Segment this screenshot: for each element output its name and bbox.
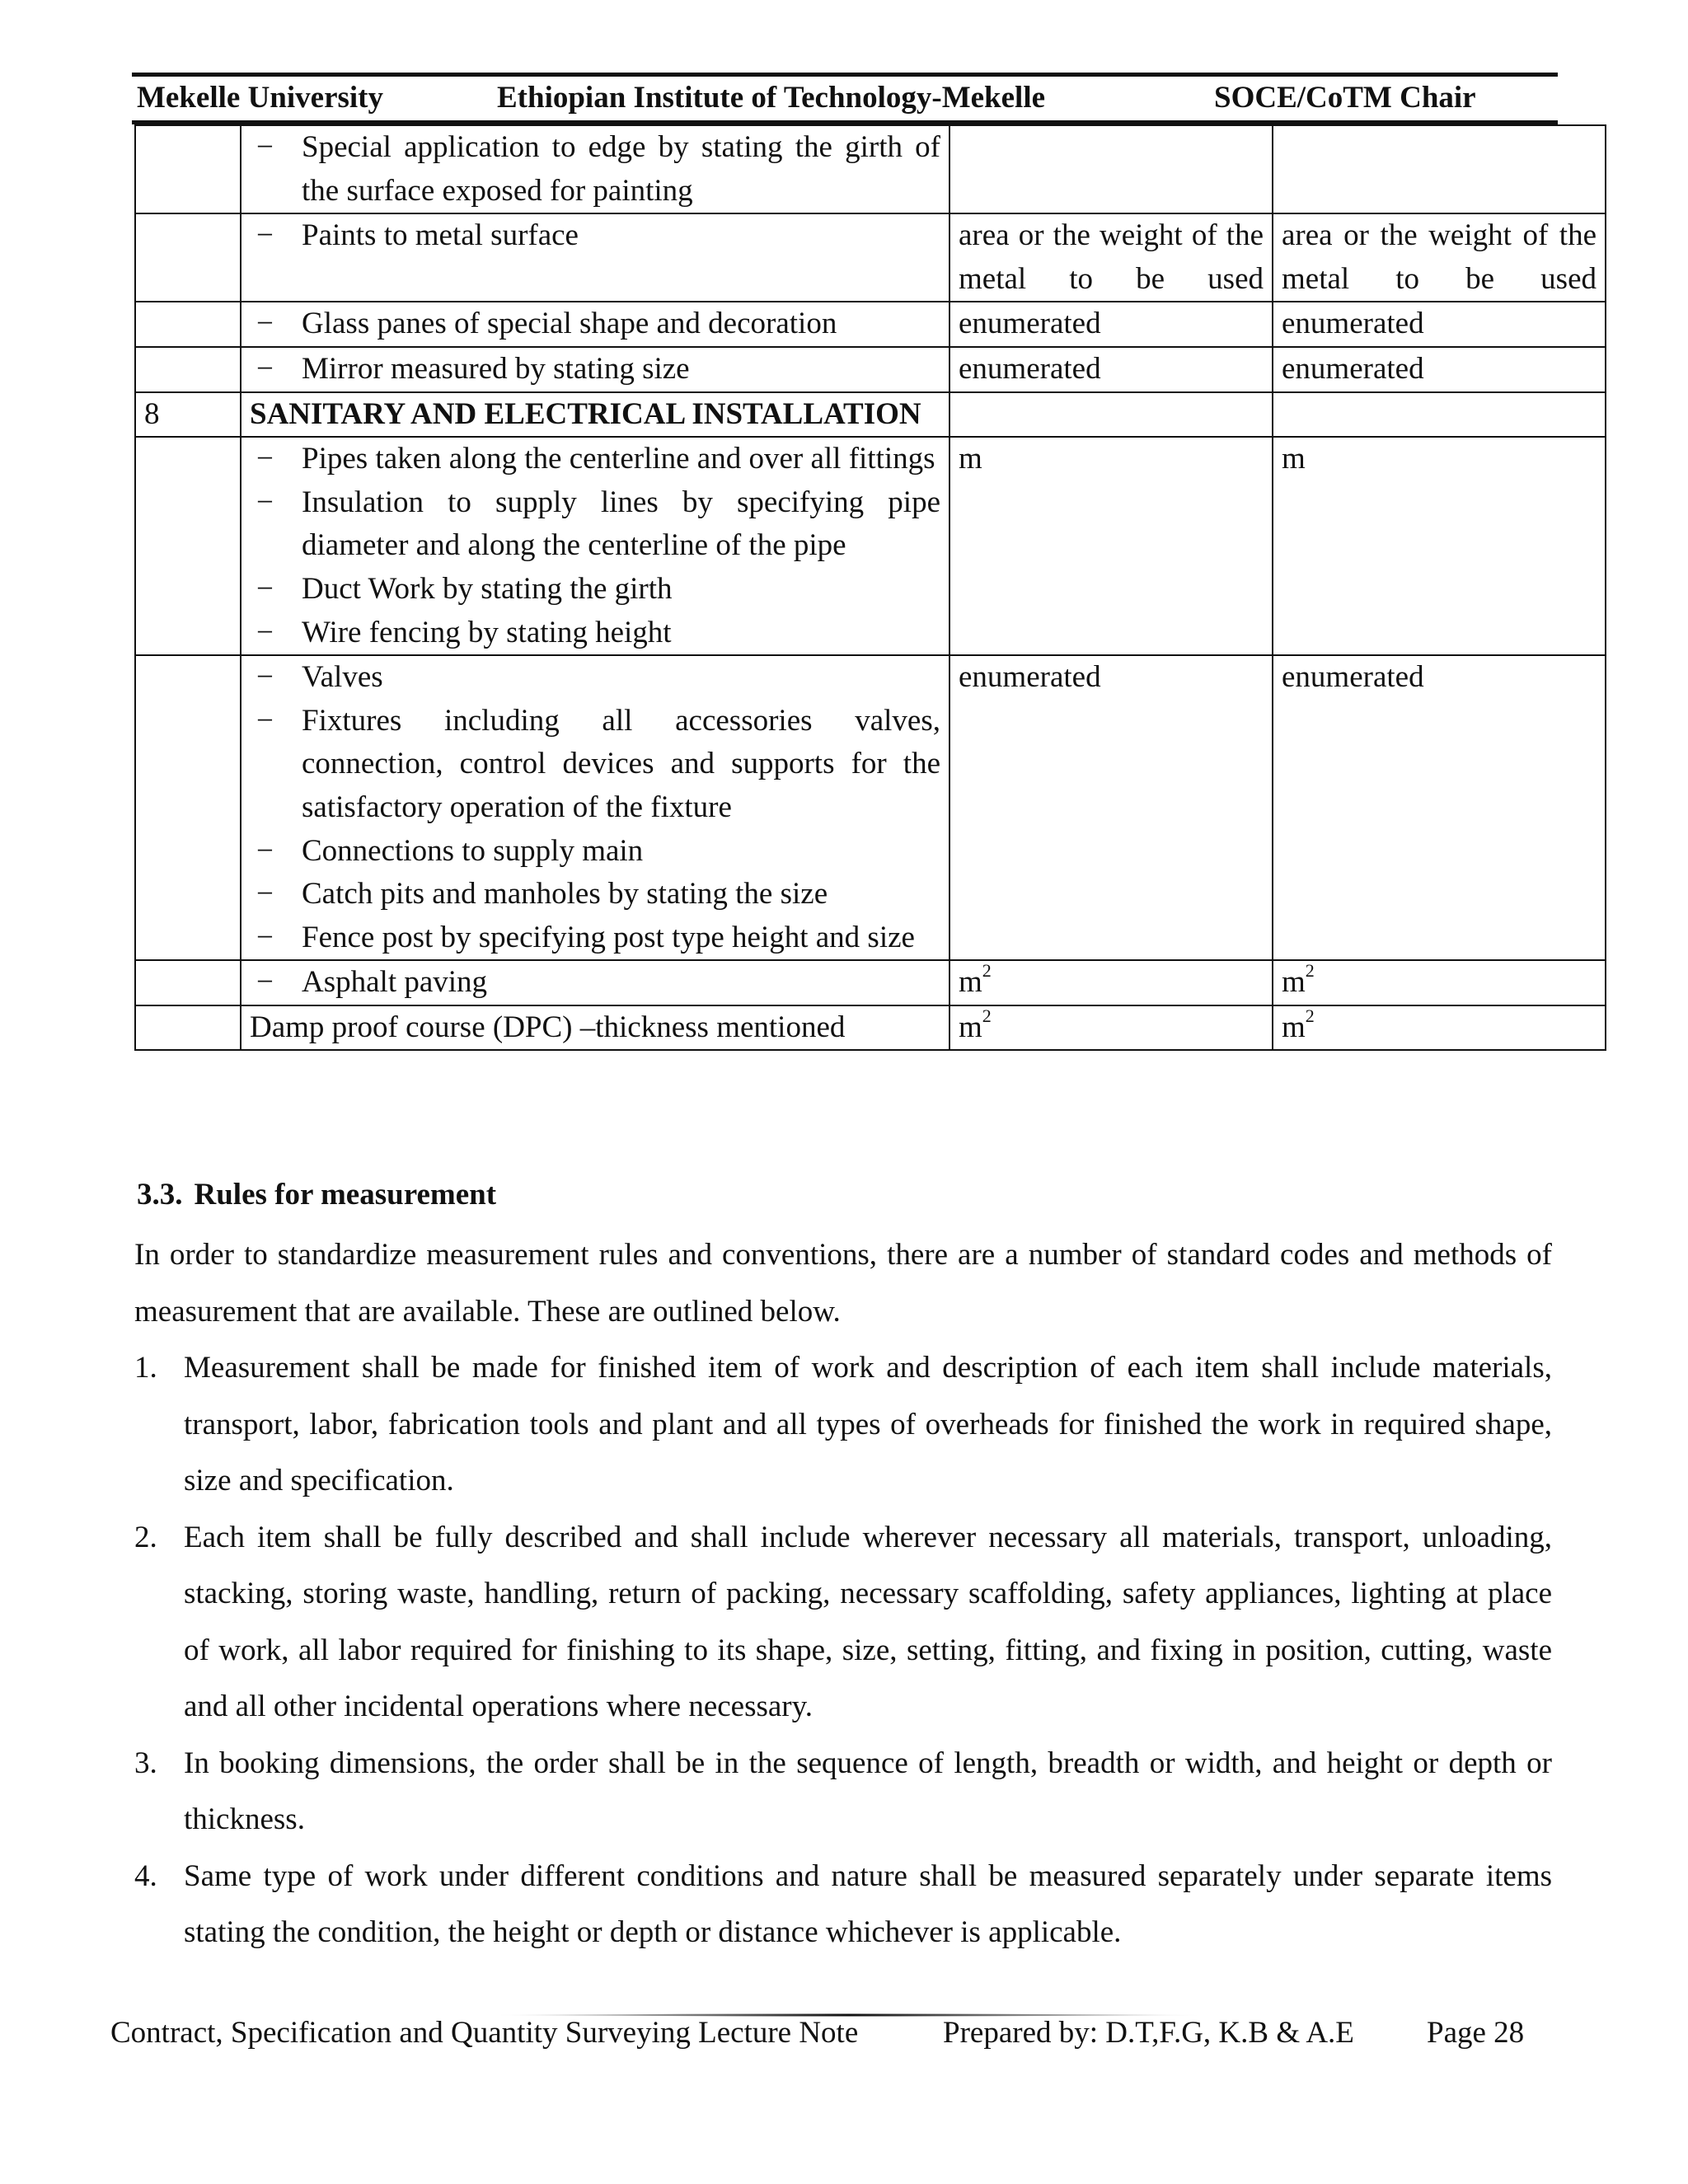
table-row <box>135 213 1606 302</box>
footer-course-title: Contract, Specification and Quantity Surveying Lecture Note <box>110 2016 859 2050</box>
section-body <box>134 1227 1552 1961</box>
header-rule-top <box>132 73 1558 77</box>
list-item: − Wire fencing by stating height <box>250 612 940 655</box>
table-row <box>135 347 1606 392</box>
table-row <box>135 437 1606 655</box>
unit-cell-a <box>950 960 1273 1005</box>
list-item: − Pipes taken along the centerline and over all fittings <box>250 438 940 481</box>
unit-exponent: 2 <box>982 960 992 982</box>
unit-cell-b: m <box>1273 437 1606 655</box>
description-cell: Damp proof course (DPC) –thickness mentioned <box>241 1005 950 1051</box>
item-number-cell: 8 <box>135 392 241 438</box>
description-cell <box>241 437 950 655</box>
rule-number: 4. <box>134 1858 157 1893</box>
header-university: Mekelle University <box>137 81 383 115</box>
table-row <box>135 302 1606 347</box>
measurement-units-table <box>134 124 1606 1051</box>
description-cell <box>241 125 950 213</box>
section-title <box>137 1176 496 1214</box>
rule-number: 2. <box>134 1520 157 1554</box>
unit-cell-a: enumerated <box>950 302 1273 347</box>
list-item: − Valves <box>250 656 940 700</box>
unit-cell-b: enumerated <box>1273 347 1606 392</box>
table-row <box>135 125 1606 213</box>
list-item: − Paints to metal surface <box>250 214 940 258</box>
rule-item <box>134 1849 1552 1961</box>
unit-cell-b <box>1273 392 1606 438</box>
table-row <box>135 960 1606 1005</box>
rule-item <box>134 1736 1552 1849</box>
description-cell <box>241 302 950 347</box>
table-row <box>135 1005 1606 1051</box>
unit-text: m <box>1282 1010 1306 1044</box>
header-chair: SOCE/CoTM Chair <box>1214 81 1476 115</box>
rule-text: Same type of work under different conditions and nature shall be measured separately under separate items stating the condition, the height or depth or distance whichever is applicable. <box>184 1858 1552 1949</box>
unit-cell-a: m <box>950 437 1273 655</box>
footer-page-number: Page 28 <box>1427 2016 1525 2050</box>
rule-number: 3. <box>134 1746 157 1780</box>
unit-cell-b: area or the weight of the metal to be used <box>1273 213 1606 302</box>
intro-paragraph: In order to standardize measurement rules and conventions, there are a number of standard codes and methods of measurement that are available. These are outlined below. <box>134 1238 1552 1329</box>
item-number-cell <box>135 437 241 655</box>
unit-cell-b <box>1273 1005 1606 1051</box>
unit-cell-a: enumerated <box>950 655 1273 960</box>
item-number-cell <box>135 302 241 347</box>
list-item: − Mirror measured by stating size <box>250 348 940 391</box>
section-number: 3.3. <box>137 1178 183 1212</box>
header-institute: Ethiopian Institute of Technology-Mekelle <box>497 81 1046 115</box>
item-number-cell <box>135 125 241 213</box>
rule-text: In booking dimensions, the order shall be in the sequence of length, breadth or width, and height or depth or thickness. <box>184 1746 1552 1836</box>
list-item: − Connections to supply main <box>250 830 940 874</box>
unit-text: m <box>1282 965 1306 1000</box>
footer-prepared-by: Prepared by: D.T,F.G, K.B & A.E <box>943 2016 1354 2050</box>
rule-text: Each item shall be fully described and shall include wherever necessary all materials, transport, unloading, stacking, storing waste, handling, return of packing, necessary scaffolding, safety appliances, lighting at place of work, all labor required for finishing to its shape, size, setting, fitting, and fixing in position, cutting, waste and all other incidental operations where necessary. <box>184 1520 1552 1723</box>
unit-text: m <box>959 1010 982 1044</box>
list-item: − Insulation to supply lines by specifying pipe diameter and along the centerline of the pipe <box>250 481 940 568</box>
description-cell <box>241 347 950 392</box>
item-number-cell <box>135 1005 241 1051</box>
item-number-cell <box>135 347 241 392</box>
unit-cell-b: enumerated <box>1273 302 1606 347</box>
list-item: − Fixtures including all accessories valves, connection, control devices and supports for the satisfactory operation of the fixture <box>250 700 940 830</box>
unit-cell-a <box>950 1005 1273 1051</box>
unit-exponent: 2 <box>1305 1005 1315 1026</box>
section-heading: SANITARY AND ELECTRICAL INSTALLATION <box>250 396 921 431</box>
rule-number: 1. <box>134 1351 157 1385</box>
description-cell <box>241 213 950 302</box>
unit-cell-a <box>950 392 1273 438</box>
item-number-cell <box>135 655 241 960</box>
rule-item <box>134 1510 1552 1736</box>
rule-item <box>134 1340 1552 1510</box>
table-row <box>135 392 1606 438</box>
list-item: − Fence post by specifying post type height and size <box>250 916 940 960</box>
section-heading-cell <box>241 392 950 438</box>
list-item: − Glass panes of special shape and decoration <box>250 302 940 346</box>
unit-exponent: 2 <box>1305 960 1315 982</box>
item-number-cell <box>135 960 241 1005</box>
unit-cell-b: enumerated <box>1273 655 1606 960</box>
unit-exponent: 2 <box>982 1005 992 1026</box>
list-item: − Duct Work by stating the girth <box>250 568 940 612</box>
table-row <box>135 655 1606 960</box>
list-item: − Special application to edge by stating the girth of the surface exposed for painting <box>250 126 940 213</box>
list-item: − Catch pits and manholes by stating the size <box>250 873 940 916</box>
unit-cell-a: enumerated <box>950 347 1273 392</box>
unit-cell-a: area or the weight of the metal to be used <box>950 213 1273 302</box>
description-cell <box>241 960 950 1005</box>
description-cell <box>241 655 950 960</box>
rule-text: Measurement shall be made for finished item of work and description of each item shall include materials, transport, labor, fabrication tools and plant and all types of overheads for finished the work in required shape, size and specification. <box>184 1351 1552 1497</box>
unit-text: m <box>959 965 982 1000</box>
unit-cell-b <box>1273 960 1606 1005</box>
list-item: − Asphalt paving <box>250 961 940 1005</box>
unit-cell-b <box>1273 125 1606 213</box>
rules-list <box>134 1340 1552 1961</box>
unit-cell-a <box>950 125 1273 213</box>
item-number-cell <box>135 213 241 302</box>
section-title-text: Rules for measurement <box>194 1178 497 1212</box>
